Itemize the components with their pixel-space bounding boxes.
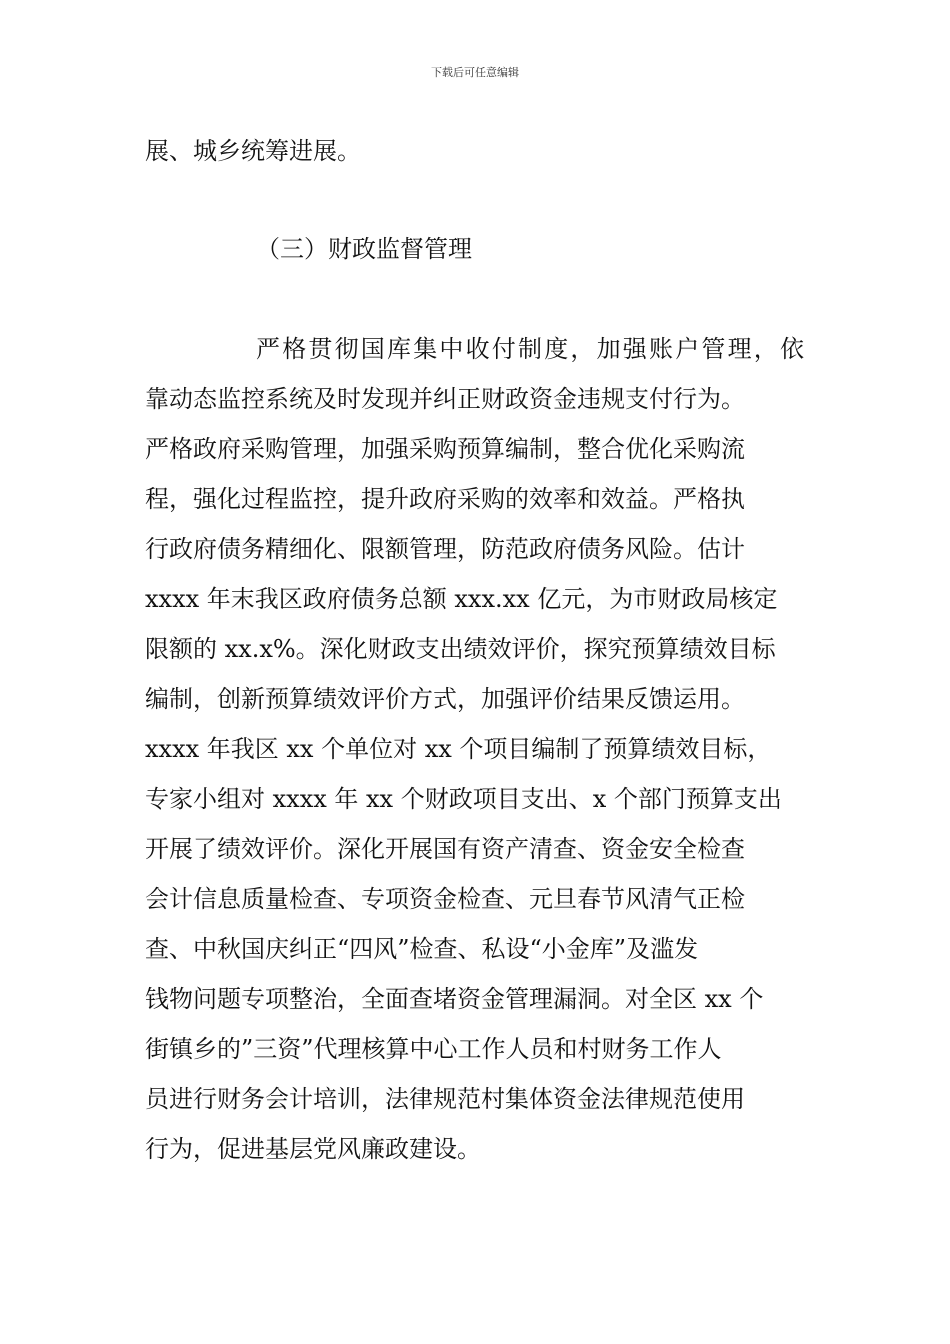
text-line-8: xxxx 年末我区政府债务总额 xxx.xx 亿元，为市财政局核定 <box>145 585 778 613</box>
text-line-9: 限额的 xx.x%。深化财政支出绩效评价，探究预算绩效目标 <box>145 635 776 663</box>
text-line-1: 展、城乡统筹进展。 <box>145 137 361 165</box>
text-line-5: 严格政府采购管理，加强采购预算编制，整合优化采购流 <box>145 435 745 463</box>
text-line-17: 街镇乡的”三资”代理核算中心工作人员和村财务工作人 <box>145 1035 722 1063</box>
text-line-11: xxxx 年我区 xx 个单位对 xx 个项目编制了预算绩效目标， <box>145 735 772 763</box>
text-line-14: 会计信息质量检查、专项资金检查、元旦春节风清气正检 <box>145 885 745 913</box>
text-line-12: 专家小组对 xxxx 年 xx 个财政项目支出、x 个部门预算支出 <box>145 785 782 813</box>
text-line-3: 严格贯彻国库集中收付制度，加强账户管理，依 <box>256 335 804 363</box>
page-header: 下载后可任意编辑 <box>431 66 519 79</box>
text-line-6: 程，强化过程监控，提升政府采购的效率和效益。严格执 <box>145 485 745 513</box>
text-line-15: 查、中秋国庆纠正“四风”检查、私设“小金库”及滥发 <box>145 935 699 963</box>
text-line-18: 员进行财务会计培训，法律规范村集体资金法律规范使用 <box>145 1085 745 1113</box>
text-line-4: 靠动态监控系统及时发现并纠正财政资金违规支付行为。 <box>145 385 745 413</box>
text-line-16: 钱物问题专项整治，全面查堵资金管理漏洞。对全区 xx 个 <box>145 985 764 1013</box>
section-heading: （三）财政监督管理 <box>256 235 472 263</box>
text-line-7: 行政府债务精细化、限额管理，防范政府债务风险。估计 <box>145 535 745 563</box>
text-line-19: 行为，促进基层党风廉政建设。 <box>145 1135 481 1163</box>
text-line-10: 编制，创新预算绩效评价方式，加强评价结果反馈运用。 <box>145 685 745 713</box>
text-line-13: 开展了绩效评价。深化开展国有资产清查、资金安全检查 <box>145 835 745 863</box>
